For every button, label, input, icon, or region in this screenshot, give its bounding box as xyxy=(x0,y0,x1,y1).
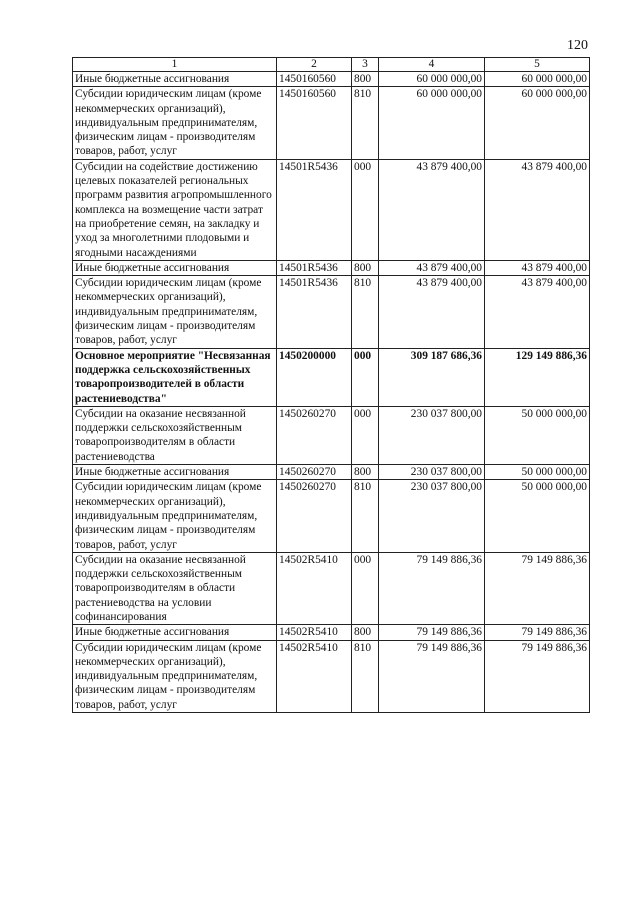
row-code-cell: 1450260270 xyxy=(277,465,352,480)
row-name-cell: Субсидии юридическим лицам (кроме некоммерческих организаций), индивидуальным предпринимателям, физическим лицам - производителям товаров, работ, услуг xyxy=(73,480,277,552)
row-value-col4-cell: 230 037 800,00 xyxy=(379,480,485,552)
row-code-cell: 14502R5410 xyxy=(277,640,352,712)
row-value-col5-cell: 60 000 000,00 xyxy=(485,72,590,87)
row-value-col5-cell: 79 149 886,36 xyxy=(485,625,590,640)
row-type-cell: 800 xyxy=(352,260,379,275)
row-type-cell: 810 xyxy=(352,276,379,348)
table-row xyxy=(73,159,590,260)
row-code-cell: 14502R5410 xyxy=(277,625,352,640)
row-type-cell: 800 xyxy=(352,465,379,480)
row-value-col5-cell: 60 000 000,00 xyxy=(485,87,590,159)
row-name-cell: Иные бюджетные ассигнования xyxy=(73,465,277,480)
header-cell-3: 3 xyxy=(352,58,379,72)
row-name-cell: Иные бюджетные ассигнования xyxy=(73,72,277,87)
row-name-cell: Субсидии юридическим лицам (кроме некоммерческих организаций), индивидуальным предпринимателям, физическим лицам - производителям товаров, работ, услуг xyxy=(73,640,277,712)
row-code-cell: 14501R5436 xyxy=(277,276,352,348)
row-value-col5-cell: 79 149 886,36 xyxy=(485,640,590,712)
table-row xyxy=(73,348,590,406)
row-value-col5-cell: 43 879 400,00 xyxy=(485,260,590,275)
row-value-col4-cell: 79 149 886,36 xyxy=(379,625,485,640)
row-type-cell: 000 xyxy=(352,406,379,464)
row-type-cell: 000 xyxy=(352,159,379,260)
row-type-cell: 810 xyxy=(352,640,379,712)
row-value-col4-cell: 230 037 800,00 xyxy=(379,406,485,464)
row-name-cell: Субсидии на оказание несвязанной поддержки сельскохозяйственным товаропроизводителям в области растениеводства xyxy=(73,406,277,464)
table-row xyxy=(73,260,590,275)
budget-table xyxy=(72,57,590,713)
row-name-cell: Субсидии на содействие достижению целевых показателей региональных программ развития агропромышленного комплекса на возмещение части затрат на приобретение семян, на закладку и уход за многолетними плодовыми и ягодными насаждениями xyxy=(73,159,277,260)
header-row xyxy=(73,58,590,72)
table-row xyxy=(73,276,590,348)
row-code-cell: 1450160560 xyxy=(277,87,352,159)
row-value-col5-cell: 50 000 000,00 xyxy=(485,406,590,464)
row-value-col4-cell: 43 879 400,00 xyxy=(379,276,485,348)
row-name-cell: Иные бюджетные ассигнования xyxy=(73,625,277,640)
row-type-cell: 000 xyxy=(352,348,379,406)
header-cell-2: 2 xyxy=(277,58,352,72)
header-cell-5: 5 xyxy=(485,58,590,72)
row-code-cell: 14502R5410 xyxy=(277,552,352,624)
row-code-cell: 1450200000 xyxy=(277,348,352,406)
row-code-cell: 1450260270 xyxy=(277,406,352,464)
row-name-cell: Иные бюджетные ассигнования xyxy=(73,260,277,275)
row-value-col4-cell: 79 149 886,36 xyxy=(379,640,485,712)
row-type-cell: 800 xyxy=(352,72,379,87)
table-row xyxy=(73,87,590,159)
table-row xyxy=(73,552,590,624)
table-row xyxy=(73,72,590,87)
table-row xyxy=(73,465,590,480)
table-row xyxy=(73,406,590,464)
row-name-cell: Основное мероприятие "Несвязанная поддержка сельскохозяйственных товаропроизводителей в области растениеводства" xyxy=(73,348,277,406)
table-row xyxy=(73,625,590,640)
row-value-col5-cell: 43 879 400,00 xyxy=(485,276,590,348)
row-name-cell: Субсидии юридическим лицам (кроме некоммерческих организаций), индивидуальным предпринимателям, физическим лицам - производителям товаров, работ, услуг xyxy=(73,276,277,348)
row-value-col4-cell: 60 000 000,00 xyxy=(379,72,485,87)
table-body xyxy=(73,72,590,713)
row-value-col4-cell: 60 000 000,00 xyxy=(379,87,485,159)
row-type-cell: 000 xyxy=(352,552,379,624)
row-value-col4-cell: 79 149 886,36 xyxy=(379,552,485,624)
page-number: 120 xyxy=(567,38,588,53)
row-value-col4-cell: 43 879 400,00 xyxy=(379,159,485,260)
row-value-col4-cell: 309 187 686,36 xyxy=(379,348,485,406)
table-row xyxy=(73,480,590,552)
row-value-col5-cell: 43 879 400,00 xyxy=(485,159,590,260)
header-cell-1: 1 xyxy=(73,58,277,72)
row-value-col4-cell: 43 879 400,00 xyxy=(379,260,485,275)
row-value-col5-cell: 50 000 000,00 xyxy=(485,480,590,552)
row-code-cell: 14501R5436 xyxy=(277,260,352,275)
row-type-cell: 810 xyxy=(352,87,379,159)
row-type-cell: 810 xyxy=(352,480,379,552)
table-row xyxy=(73,640,590,712)
row-name-cell: Субсидии на оказание несвязанной поддержки сельскохозяйственным товаропроизводителям в области растениеводства на условии софинансирования xyxy=(73,552,277,624)
row-type-cell: 800 xyxy=(352,625,379,640)
row-code-cell: 14501R5436 xyxy=(277,159,352,260)
row-code-cell: 1450160560 xyxy=(277,72,352,87)
row-code-cell: 1450260270 xyxy=(277,480,352,552)
row-value-col4-cell: 230 037 800,00 xyxy=(379,465,485,480)
row-value-col5-cell: 79 149 886,36 xyxy=(485,552,590,624)
header-cell-4: 4 xyxy=(379,58,485,72)
row-name-cell: Субсидии юридическим лицам (кроме некоммерческих организаций), индивидуальным предпринимателям, физическим лицам - производителям товаров, работ, услуг xyxy=(73,87,277,159)
row-value-col5-cell: 50 000 000,00 xyxy=(485,465,590,480)
row-value-col5-cell: 129 149 886,36 xyxy=(485,348,590,406)
